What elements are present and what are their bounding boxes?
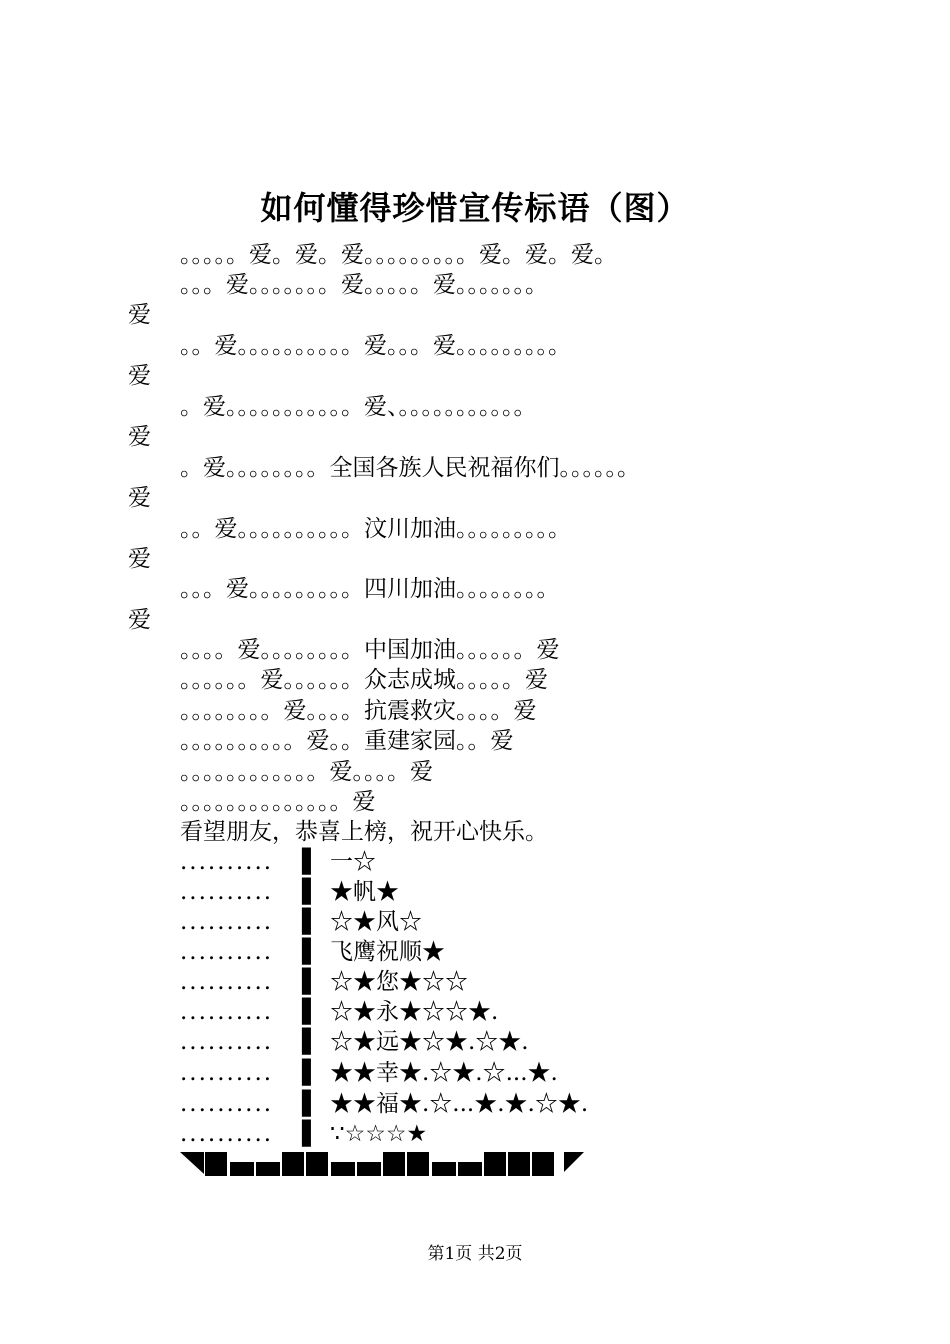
boat-hull-graphic <box>180 1150 585 1178</box>
heart-line-7: 。。。爱。。。。。。。。。四川加油。。。。。。。。 <box>180 576 560 602</box>
heart-line-12: 。。。。。。。。。。。。爱。。。。爱 <box>180 759 433 785</box>
heart-line-11: 。。。。。。。。。。爱。。重建家园。。爱 <box>180 728 514 754</box>
side-char-2: 爱 <box>128 363 151 389</box>
sail-text: ☆★风☆ <box>330 909 422 935</box>
sail-text: ☆★您★☆☆ <box>330 969 468 995</box>
mast: ▌ <box>302 1060 320 1086</box>
page-title: 如何懂得珍惜宣传标语（图） <box>260 189 690 227</box>
heart-line-10: 。。。。。。。。爱。。。。抗震救灾。。。。爱 <box>180 698 537 724</box>
heart-line-6: 。。爱。。。。。。。。。。汶川加油。。。。。。。。。 <box>180 516 571 542</box>
hull-bar <box>230 1162 254 1176</box>
sail-dots: .......... <box>180 939 274 965</box>
mast: ▌ <box>302 1121 320 1147</box>
hull-block <box>282 1152 304 1176</box>
sail-text: ★★幸★.☆★.☆...★. <box>330 1060 558 1086</box>
side-char-3: 爱 <box>128 424 151 450</box>
heart-line-13: 。。。。。。。。。。。。。。爱 <box>180 789 376 815</box>
mast: ▌ <box>302 969 320 995</box>
hull-stern <box>564 1152 584 1172</box>
sail-text: ★帆★ <box>330 879 399 905</box>
heart-line-9: 。。。。。。爱。。。。。。众志成城。。。。。爱 <box>180 667 548 693</box>
mast: ▌ <box>302 999 320 1025</box>
heart-line-2: 。。。爱。。。。。。。爱。。。。。爱。。。。。。。 <box>180 272 548 298</box>
hull-bow <box>180 1152 204 1174</box>
sail-row-1 <box>180 847 376 877</box>
mast: ▌ <box>302 1029 320 1055</box>
sail-text: ☆★永★☆☆★. <box>330 999 499 1025</box>
sail-dots: .......... <box>180 1091 274 1117</box>
hull-block <box>532 1152 554 1176</box>
sail-row-6 <box>180 997 498 1027</box>
hull-block <box>407 1152 429 1176</box>
side-char-6: 爱 <box>128 607 151 633</box>
sail-dots: .......... <box>180 849 274 875</box>
hull-block <box>306 1152 328 1176</box>
heart-line-1: 。。。。。爱。爱。爱。。。。。。。。。爱。爱。爱。 <box>180 242 617 268</box>
sail-row-9 <box>180 1089 588 1119</box>
mast: ▌ <box>302 1091 320 1117</box>
sail-dots: .......... <box>180 1060 274 1086</box>
sail-row-8 <box>180 1058 558 1088</box>
hull-bar <box>256 1162 280 1176</box>
hull-block <box>205 1152 227 1176</box>
sail-text: 飞鹰祝顺★ <box>330 939 445 965</box>
sail-dots: .......... <box>180 1121 274 1147</box>
sail-dots: .......... <box>180 999 274 1025</box>
sail-row-4 <box>180 937 445 967</box>
mast: ▌ <box>302 879 320 905</box>
hull-bar <box>357 1162 381 1176</box>
hull-block <box>508 1152 530 1176</box>
hull-block <box>383 1152 405 1176</box>
hull-block <box>484 1152 506 1176</box>
heart-line-8: 。。。。爱。。。。。。。。中国加油。。。。。。爱 <box>180 637 560 663</box>
heart-line-5: 。爱。。。。。。。。全国各族人民祝福你们。。。。。。 <box>180 455 640 481</box>
sail-text: ☆★远★☆★.☆★. <box>330 1029 529 1055</box>
sail-row-7 <box>180 1027 529 1057</box>
sail-row-2 <box>180 877 399 907</box>
heart-line-4: 。爱。。。。。。。。。。。爱、。。。。。。。。。。。 <box>180 394 537 420</box>
mast: ▌ <box>302 909 320 935</box>
sail-text: 一☆ <box>330 849 376 875</box>
hull-bar <box>458 1162 482 1176</box>
sail-row-3 <box>180 907 422 937</box>
sail-dots: .......... <box>180 969 274 995</box>
side-char-4: 爱 <box>128 485 151 511</box>
sail-dots: .......... <box>180 879 274 905</box>
sail-text: ★★福★.☆...★.★.☆★. <box>330 1091 589 1117</box>
sail-text: ∵☆☆☆★ <box>330 1121 428 1147</box>
mast: ▌ <box>302 849 320 875</box>
heart-line-3: 。。爱。。。。。。。。。。爱。。。爱。。。。。。。。。 <box>180 333 571 359</box>
page-footer: 第1页 共2页 <box>427 1244 523 1264</box>
sail-dots: .......... <box>180 1029 274 1055</box>
greeting-line: 看望朋友，恭喜上榜，祝开心快乐。 <box>180 819 548 845</box>
sail-row-5 <box>180 967 468 997</box>
side-char-1: 爱 <box>128 302 151 328</box>
sail-row-10 <box>180 1119 427 1149</box>
side-char-5: 爱 <box>128 546 151 572</box>
mast: ▌ <box>302 939 320 965</box>
sail-dots: .......... <box>180 909 274 935</box>
hull-bar <box>331 1162 355 1176</box>
hull-bar <box>432 1162 456 1176</box>
